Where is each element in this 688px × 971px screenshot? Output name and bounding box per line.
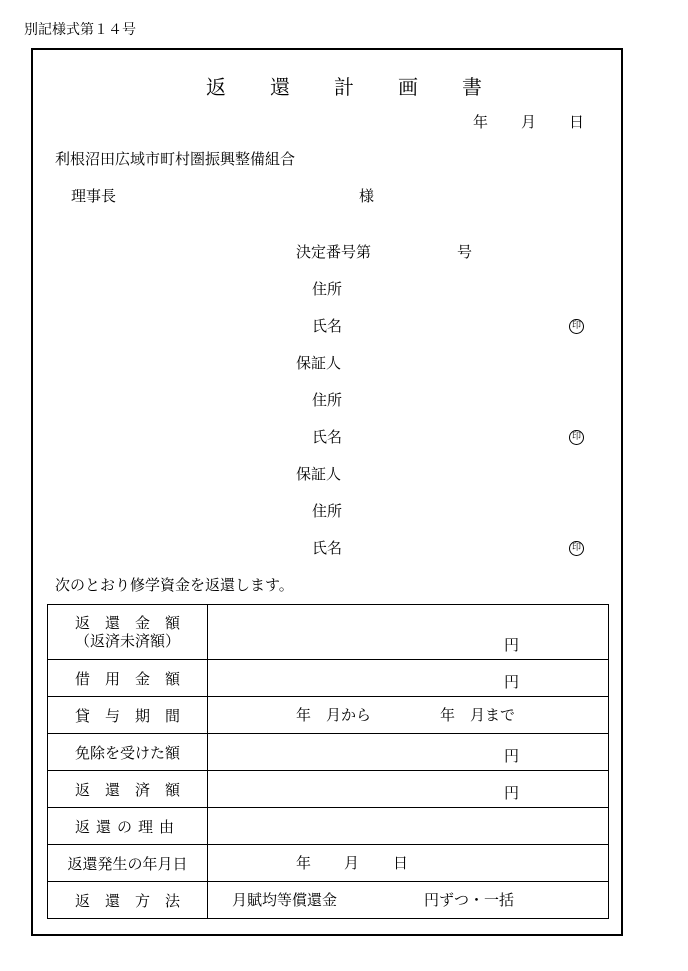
occurrence-year: 年 xyxy=(296,854,312,872)
honorific-label: 様 xyxy=(359,187,375,205)
seal-icon: 印 xyxy=(569,319,584,334)
form-code: 別記様式第１４号 xyxy=(24,22,136,38)
repaid-amount-field[interactable] xyxy=(208,771,609,808)
repayment-occurrence-date-label: 返還発生の年月日 xyxy=(48,845,208,882)
yen-unit: 円 xyxy=(504,636,520,654)
loan-period-label: 貸 与 期 間 xyxy=(48,697,208,734)
applicant-name-label: 氏名 xyxy=(312,317,343,335)
date-year-label: 年 xyxy=(473,113,489,131)
guarantor-1-name-label: 氏名 xyxy=(312,428,343,446)
table-row xyxy=(48,808,609,845)
guarantor-1-address-label: 住所 xyxy=(312,391,343,409)
exempted-amount-label: 免除を受けた額 xyxy=(48,734,208,771)
period-from: 年 月から xyxy=(296,706,372,724)
date-day-label: 日 xyxy=(569,113,585,131)
date-month-label: 月 xyxy=(521,113,537,131)
table-row xyxy=(48,697,609,734)
repayment-reason-text: 返還の理由 xyxy=(74,817,180,836)
period-to: 年 月まで xyxy=(440,706,516,724)
table-row xyxy=(48,734,609,771)
table-row xyxy=(48,771,609,808)
table-row xyxy=(48,660,609,697)
organization-name: 利根沼田広域市町村圏振興整備組合 xyxy=(55,150,296,168)
repayment-reason-field[interactable] xyxy=(208,808,609,845)
decision-number-label: 決定番号第 xyxy=(296,243,372,261)
repayment-table xyxy=(47,604,609,919)
guarantor-1-label: 保証人 xyxy=(296,354,342,372)
repayment-amount-sublabel: （返済未済額） xyxy=(74,632,180,650)
row-label-cell xyxy=(48,605,208,660)
yen-unit: 円 xyxy=(504,673,520,691)
table-row xyxy=(48,845,609,882)
yen-unit: 円 xyxy=(504,747,520,765)
repayment-amount-field[interactable] xyxy=(208,605,609,660)
occurrence-month: 月 xyxy=(344,854,360,872)
guarantor-2-address-label: 住所 xyxy=(312,502,343,520)
seal-icon: 印 xyxy=(569,430,584,445)
repayment-method-label: 返 還 方 法 xyxy=(48,882,208,919)
repayment-amount-label: 返 還 金 額 xyxy=(74,614,180,632)
borrowed-amount-label: 借 用 金 額 xyxy=(48,660,208,697)
repayment-reason-label xyxy=(48,808,208,845)
chairman-label: 理事長 xyxy=(71,187,117,205)
repaid-amount-label: 返 還 済 額 xyxy=(48,771,208,808)
decision-number-suffix: 号 xyxy=(457,243,473,261)
installment-method: 月賦均等償還金 xyxy=(232,891,338,909)
guarantor-2-label: 保証人 xyxy=(296,465,342,483)
borrowed-amount-field[interactable] xyxy=(208,660,609,697)
occurrence-day: 日 xyxy=(393,854,409,872)
installment-suffix: 円ずつ・一括 xyxy=(424,891,515,909)
repayment-method-field[interactable] xyxy=(208,882,609,919)
yen-unit: 円 xyxy=(504,784,520,802)
guarantor-2-name-label: 氏名 xyxy=(312,539,343,557)
repayment-occurrence-date-field[interactable] xyxy=(208,845,609,882)
intro-text: 次のとおり修学資金を返還します。 xyxy=(55,576,294,594)
applicant-address-label: 住所 xyxy=(312,280,343,298)
loan-period-field[interactable] xyxy=(208,697,609,734)
table-row xyxy=(48,605,609,660)
table-row xyxy=(48,882,609,919)
seal-icon: 印 xyxy=(569,541,584,556)
exempted-amount-field[interactable] xyxy=(208,734,609,771)
document-title: 返還計画書 xyxy=(206,75,526,99)
